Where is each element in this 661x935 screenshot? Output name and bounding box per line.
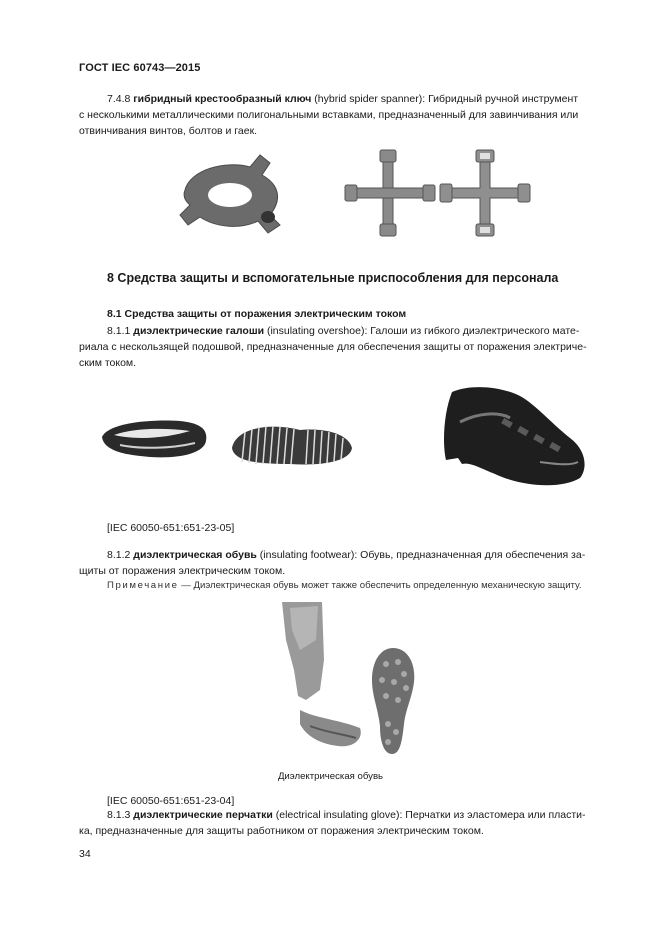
clause-8-1-2: [79, 547, 616, 579]
term-english: (insulating overshoe): [266, 325, 365, 337]
term: гибридный крестообразный ключ: [133, 93, 312, 105]
definition-start: : Гибридный ручной инструмент: [422, 93, 579, 105]
subsection-heading: 8.1 Средства защиты от поражения электрическим током: [107, 308, 407, 320]
definition-line: риала с нескользящей подошвой, предназначенные для обеспечения защиты от поражения электриче-: [79, 341, 587, 353]
clause-8-1-3: [79, 807, 616, 839]
definition-line: с несколькими металлическими полигональными вставками, предназначенный для завинчивания или: [79, 109, 579, 121]
clause-7-4-8: [79, 91, 616, 139]
cross-spanner-image-1: [345, 148, 435, 238]
page-number: 34: [79, 848, 91, 860]
overshoe-image-1: [100, 415, 210, 465]
term: диэлектрическая обувь: [133, 549, 257, 561]
note-label: Примечание: [107, 580, 179, 591]
term-english: (electrical insulating glove): [275, 809, 400, 821]
term: диэлектрические перчатки: [133, 809, 273, 821]
definition-start: : Перчатки из эластомера или пласти-: [399, 809, 586, 821]
term: диэлектрические галоши: [133, 325, 265, 337]
overshoe-image-2: [230, 418, 355, 470]
section-heading: 8 Средства защиты и вспомогательные приспособления для персонала: [107, 271, 559, 285]
clause-number: 7.4.8: [107, 93, 131, 105]
term-english: (insulating footwear): [259, 549, 355, 561]
definition-line: отвинчивания винтов, болтов и гаек.: [79, 125, 258, 137]
overboot-image: [440, 382, 590, 492]
clause-number: 8.1.3: [107, 809, 131, 821]
boot-image: [280, 600, 370, 760]
definition-start: : Обувь, предназначенная для обеспечения за-: [354, 549, 586, 561]
definition-line: ским током.: [79, 357, 137, 369]
cross-spanner-image-2: [440, 148, 530, 238]
figure-caption: Диэлектрическая обувь: [277, 771, 384, 782]
clause-number: 8.1.2: [107, 549, 131, 561]
clause-8-1-1: [79, 323, 616, 371]
document-header: ГОСТ IEC 60743—2015: [79, 62, 201, 74]
reference: [IEC 60050-651:651-23-05]: [107, 522, 235, 534]
definition-line: ка, предназначенные для защиты работником от поражения электрическим током.: [79, 825, 484, 837]
definition-start: : Галоши из гибкого диэлектрического мате-: [364, 325, 580, 337]
reference: [IEC 60050-651:651-23-04]: [107, 795, 235, 807]
spider-spanner-image: [170, 145, 300, 235]
term-english: (hybrid spider spanner): [314, 93, 423, 105]
clause-number: 8.1.1: [107, 325, 131, 337]
definition-line: щиты от поражения электрическим током.: [79, 565, 286, 577]
note-text: — Диэлектрическая обувь может также обеспечить определенную механическую защиту.: [181, 580, 582, 591]
boot-sole-image: [368, 646, 418, 756]
note: [107, 578, 582, 594]
